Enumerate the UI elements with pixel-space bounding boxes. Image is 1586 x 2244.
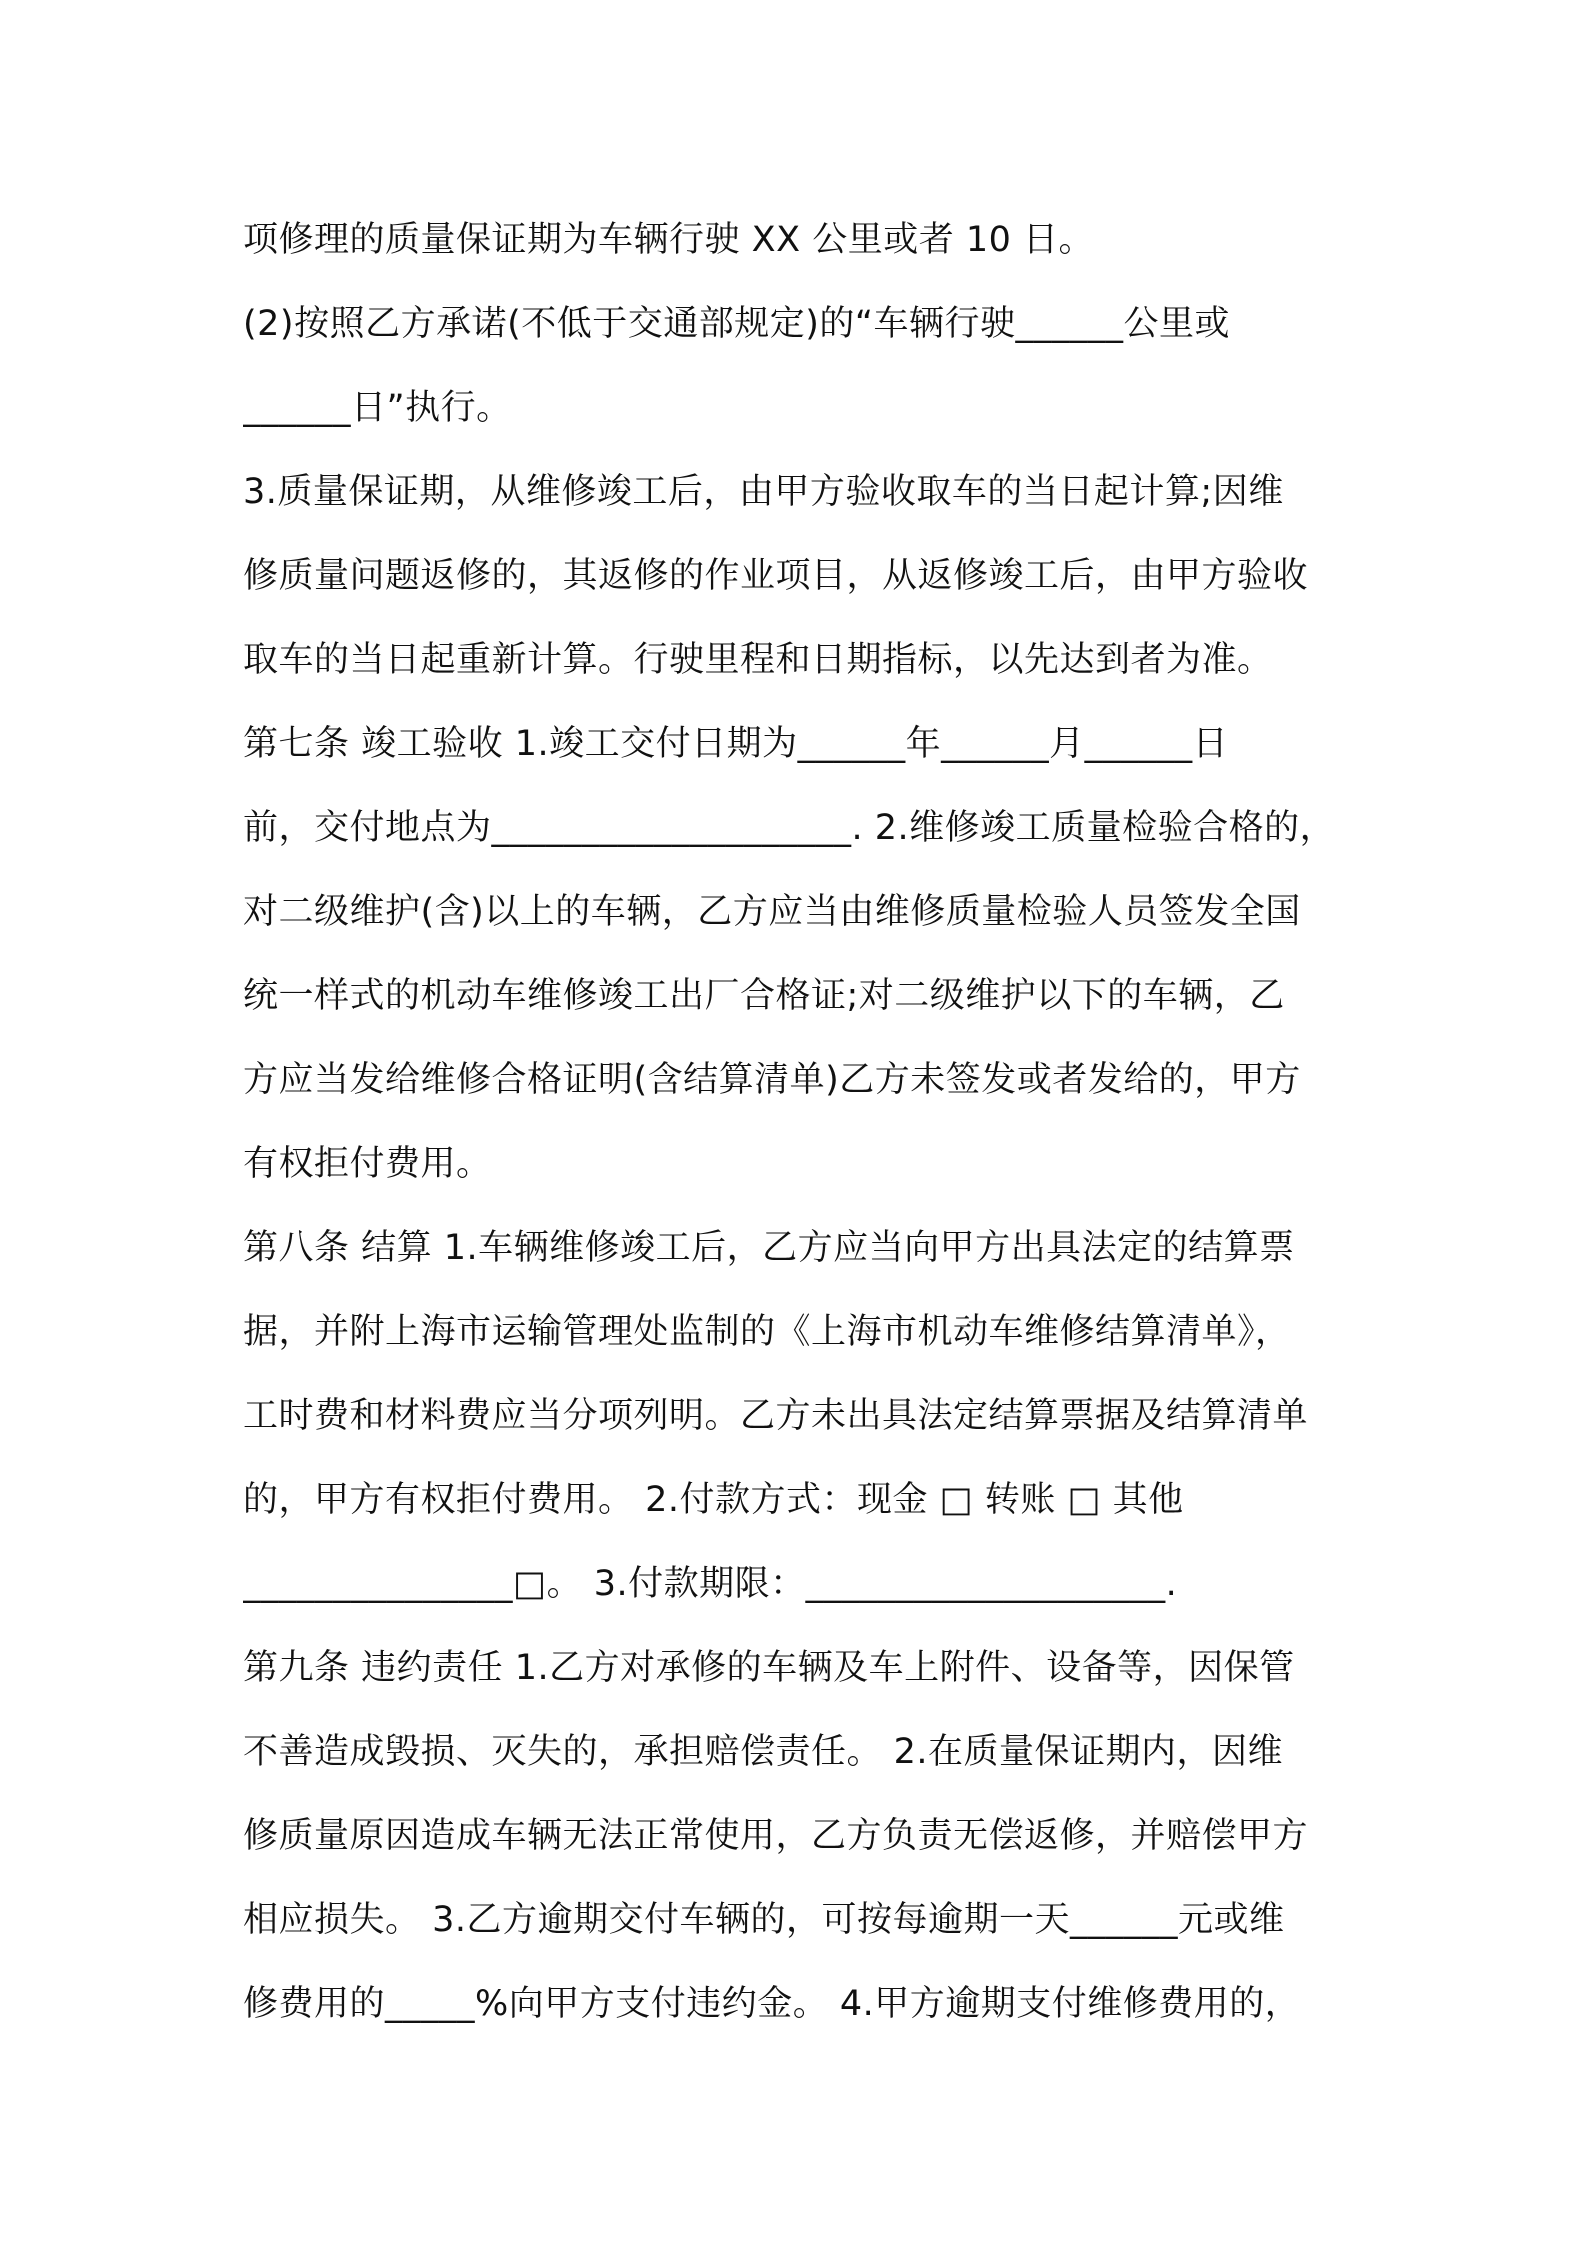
contract-text-block — [243, 198, 1363, 2046]
text-line: 统一样式的机动车维修竣工出厂合格证;对二级维护以下的车辆，乙 — [243, 976, 1285, 1016]
text-line: 修费用的_____%向甲方支付违约金。 4.甲方逾期支付维修费用的， — [243, 1984, 1301, 2024]
text-line: 3.质量保证期，从维修竣工后，由甲方验收取车的当日起计算;因维 — [243, 472, 1284, 512]
text-line: (2)按照乙方承诺(不低于交通部规定)的“车辆行驶______公里或 — [243, 304, 1231, 344]
text-line: 据，并附上海市运输管理处监制的《上海市机动车维修结算清单》， — [243, 1312, 1291, 1352]
text-line: 修质量原因造成车辆无法正常使用，乙方负责无偿返修，并赔偿甲方 — [243, 1816, 1309, 1856]
text-line: 修质量问题返修的，其返修的作业项目，从返修竣工后，由甲方验收 — [243, 556, 1309, 596]
text-line: 项修理的质量保证期为车辆行驶 XX 公里或者 10 日。 — [243, 220, 1094, 260]
text-line: 前，交付地点为____________________. 2.维修竣工质量检验合格的， — [243, 808, 1336, 848]
text-line: 第九条 违约责任 1.乙方对承修的车辆及车上附件、设备等，因保管 — [243, 1648, 1295, 1688]
text-line: 工时费和材料费应当分项列明。乙方未出具法定结算票据及结算清单 — [243, 1396, 1309, 1436]
text-line: 第七条 竣工验收 1.竣工交付日期为______年______月______日 — [243, 724, 1229, 764]
text-line: 对二级维护(含)以上的车辆，乙方应当由维修质量检验人员签发全国 — [243, 892, 1301, 932]
text-line: _______________□。 3.付款期限：____________________. — [243, 1564, 1178, 1604]
text-line: 方应当发给维修合格证明(含结算清单)乙方未签发或者发给的，甲方 — [243, 1060, 1301, 1100]
text-line: 不善造成毁损、灭失的，承担赔偿责任。 2.在质量保证期内，因维 — [243, 1732, 1284, 1772]
text-line: 的，甲方有权拒付费用。 2.付款方式：现金 □ 转账 □ 其他 — [243, 1480, 1184, 1520]
text-line: ______日”执行。 — [243, 388, 512, 428]
text-line: 有权拒付费用。 — [243, 1144, 492, 1184]
text-line: 相应损失。 3.乙方逾期交付车辆的，可按每逾期一天______元或维 — [243, 1900, 1285, 1940]
text-line: 取车的当日起重新计算。行驶里程和日期指标，以先达到者为准。 — [243, 640, 1273, 680]
text-line: 第八条 结算 1.车辆维修竣工后，乙方应当向甲方出具法定的结算票 — [243, 1228, 1295, 1268]
